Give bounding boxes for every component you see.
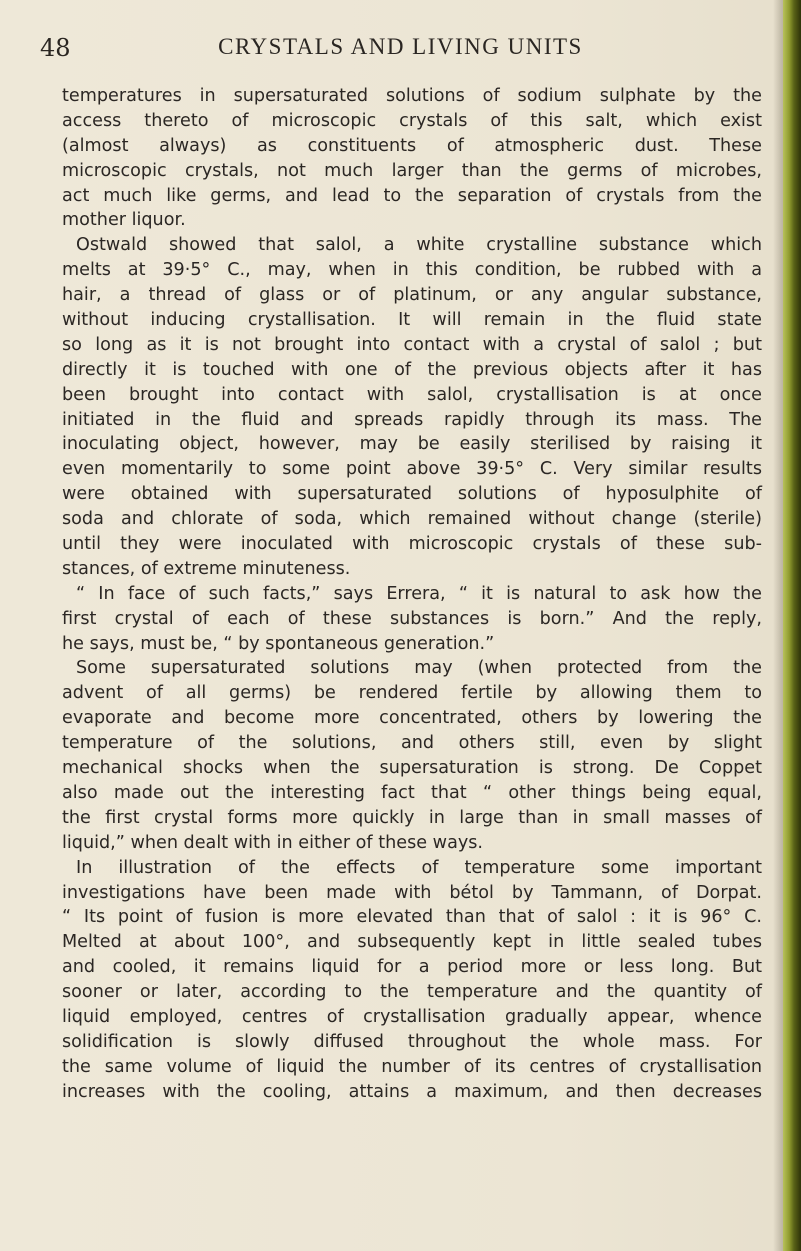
text-line: hair, a thread of glass or of platinum, or any angular substance, [62,285,762,306]
text-line: without inducing crystallisation. It will remain in the fluid state [62,310,762,331]
text-line: even momentarily to some point above 39·5° C. Very similar results [62,459,762,480]
running-head: CRYSTALS AND LIVING UNITS [218,34,583,59]
text-line: Some supersaturated solutions may (when protected from the [76,658,762,679]
text-line: (almost always) as constituents of atmospheric dust. These [62,135,762,156]
text-line: the first crystal forms more quickly in large than in small masses of [62,807,762,828]
page-header [0,28,801,68]
text-line: solidification is slowly diffused throughout the whole mass. For [62,1031,762,1052]
body-text [62,84,762,1105]
text-line: increases with the cooling, attains a maximum, and then decreases [62,1081,762,1102]
text-line: mother liquor. [62,210,186,231]
text-line: liquid,” when dealt with in either of these ways. [62,832,484,853]
text-line: stances, of extreme minuteness. [62,558,351,579]
text-line: directly it is touched with one of the previous objects after it has [62,359,762,380]
text-line: inoculating object, however, may be easily sterilised by raising it [62,434,762,455]
text-line: he says, must be, “ by spontaneous generation.” [62,633,495,654]
text-line: initiated in the fluid and spreads rapidly through its mass. The [62,409,762,430]
text-line: Melted at about 100°, and subsequently kept in little sealed tubes [62,932,762,953]
binding-shadow [773,0,783,1251]
text-line: access thereto of microscopic crystals of this salt, which exist [62,110,762,131]
text-line: so long as it is not brought into contact with a crystal of salol ; but [62,334,762,355]
text-line: microscopic crystals, not much larger than the germs of microbes, [62,160,762,181]
text-line: also made out the interesting fact that “ other things being equal, [62,782,762,803]
text-line: advent of all germs) be rendered fertile by allowing them to [62,683,762,704]
text-line: Ostwald showed that salol, a white crystalline substance which [76,235,762,256]
text-line: melts at 39·5° C., may, when in this condition, be rubbed with a [62,260,762,281]
text-line: act much like germs, and lead to the separation of crystals from the [62,185,762,206]
text-line: mechanical shocks when the supersaturation is strong. De Coppet [62,758,762,779]
text-line: temperature of the solutions, and others still, even by slight [62,733,762,754]
book-binding-edge [783,0,801,1251]
text-line: been brought into contact with salol, crystallisation is at once [62,384,762,405]
text-line: “ In face of such facts,” says Errera, “ it is natural to ask how the [76,583,762,604]
text-line: were obtained with supersaturated solutions of hyposulphite of [62,484,762,505]
text-line: evaporate and become more concentrated, others by lowering the [62,708,762,729]
text-line: liquid employed, centres of crystallisation gradually appear, whence [62,1006,762,1027]
text-line: “ Its point of fusion is more elevated than that of salol : it is 96° C. [62,907,762,928]
page-number: 48 [40,34,71,62]
text-line: first crystal of each of these substances is born.” And the reply, [62,608,762,629]
text-line: In illustration of the effects of temperature some important [76,857,762,878]
text-line: soda and chlorate of soda, which remained without change (sterile) [62,509,762,530]
text-line: the same volume of liquid the number of its centres of crystallisation [62,1056,762,1077]
text-line: investigations have been made with bétol by Tammann, of Dorpat. [62,882,762,903]
text-line: temperatures in supersaturated solutions of sodium sulphate by the [62,86,762,106]
text-line: and cooled, it remains liquid for a period more or less long. But [62,957,762,978]
text-line: until they were inoculated with microscopic crystals of these sub- [62,534,762,555]
text-line: sooner or later, according to the temperature and the quantity of [62,982,762,1003]
